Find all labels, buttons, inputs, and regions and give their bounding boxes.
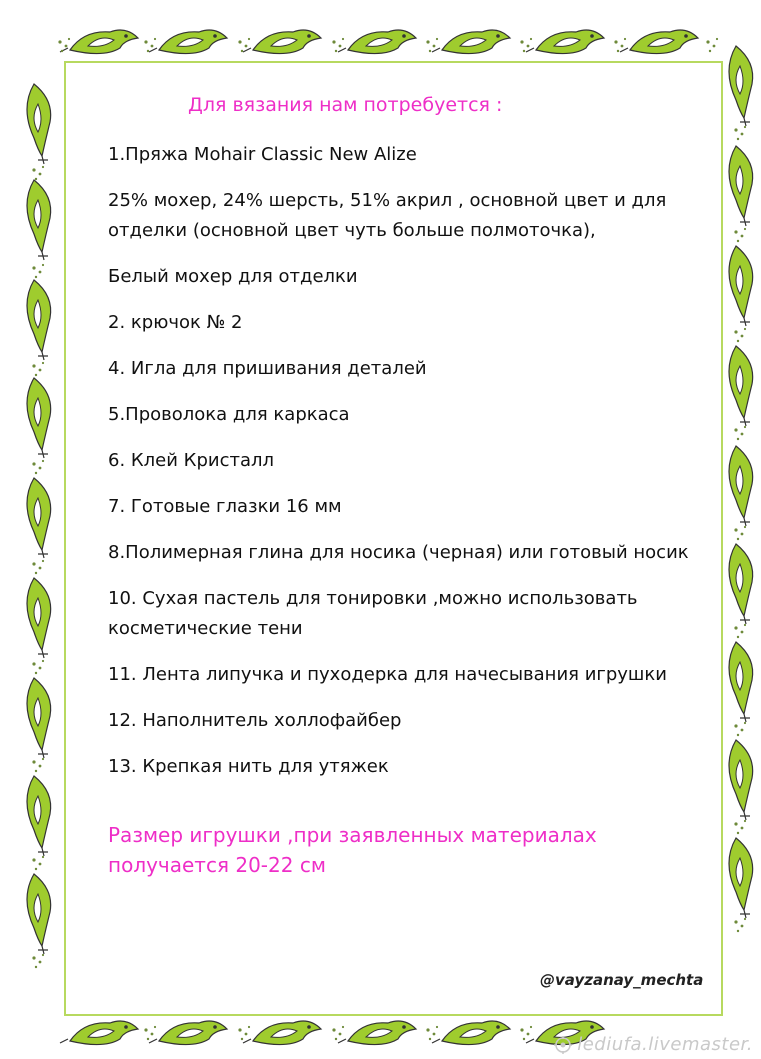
list-item: Белый мохер для отделки bbox=[108, 266, 358, 287]
list-item: 12. Наполнитель холлофайбер bbox=[108, 710, 402, 731]
author-handle: @vayzanay_mechta bbox=[540, 971, 704, 989]
list-item: 1.Пряжа Mohair Classic New Alize bbox=[108, 144, 417, 165]
list-item: 8.Полимерная глина для носика (черная) или готовый носик bbox=[108, 542, 689, 563]
materials-list bbox=[108, 140, 708, 782]
list-item: 4. Игла для пришивания деталей bbox=[108, 358, 427, 379]
watermark bbox=[553, 1034, 753, 1055]
page-heading: Для вязания нам потребуется : bbox=[188, 94, 503, 116]
watermark-text: lediufa.livemaster. bbox=[577, 1034, 753, 1055]
list-item: 2. крючок № 2 bbox=[108, 312, 243, 333]
livemaster-logo-icon bbox=[553, 1035, 573, 1055]
list-item: 5.Проволока для каркаса bbox=[108, 404, 350, 425]
list-item: 25% мохер, 24% шерсть, 51% акрил , основной цвет и для отделки (основной цвет чуть больше полмоточка), bbox=[108, 190, 667, 241]
list-item: 13. Крепкая нить для утяжек bbox=[108, 756, 389, 777]
list-item: 7. Готовые глазки 16 мм bbox=[108, 496, 342, 517]
size-note: Размер игрушки ,при заявленных материалах получается 20-22 см bbox=[108, 823, 597, 877]
list-item: 10. Сухая пастель для тонировки ,можно использовать косметические тени bbox=[108, 588, 638, 639]
list-item: 6. Клей Кристалл bbox=[108, 450, 274, 471]
list-item: 11. Лента липучка и пуходерка для начесывания игрушки bbox=[108, 664, 667, 685]
